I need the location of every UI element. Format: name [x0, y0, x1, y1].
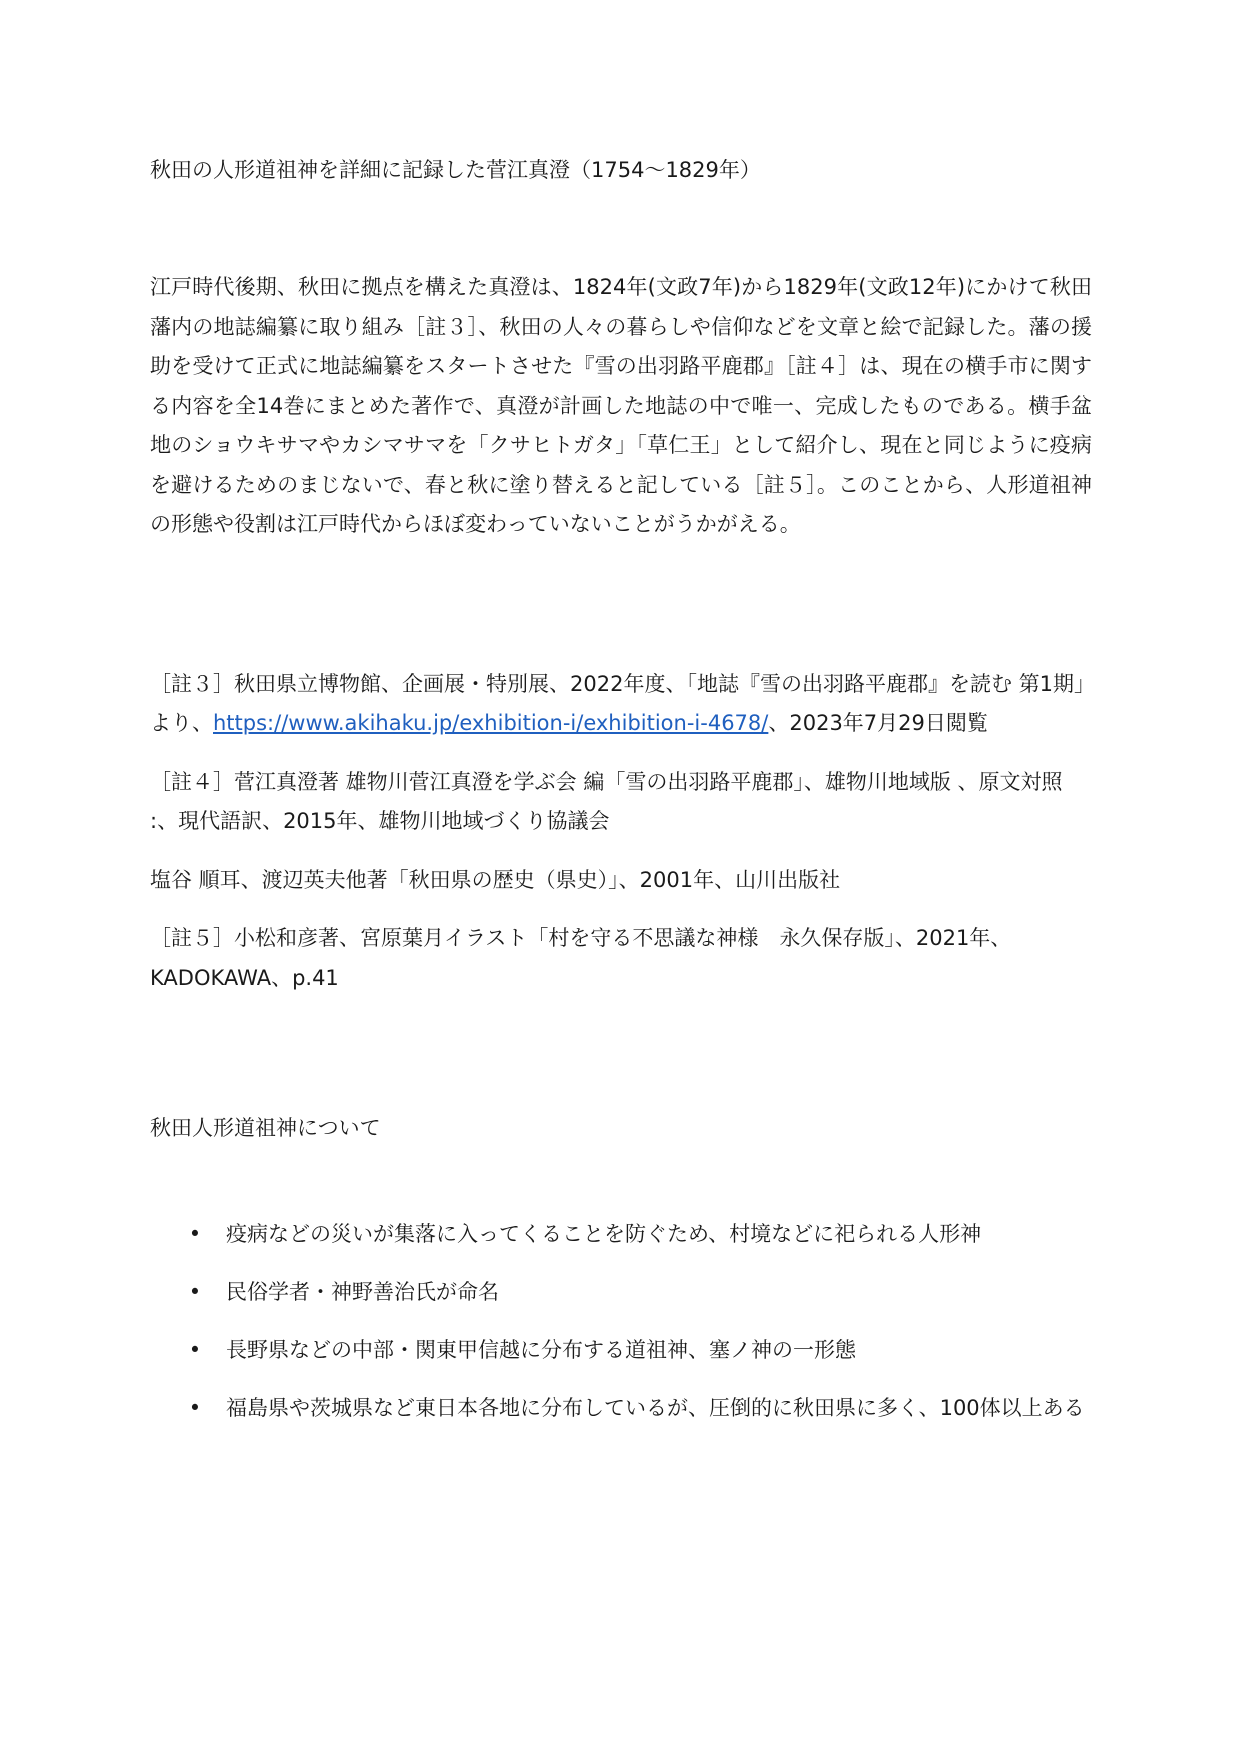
list-item-text: 疫病などの災いが集落に入ってくることを防ぐため、村境などに祀られる人形神	[226, 1222, 982, 1246]
footnote-4-reference: 塩谷 順耳、渡辺英夫他著「秋田県の歴史（県史）」、2001年、山川出版社	[150, 867, 841, 892]
document-content	[150, 150, 1092, 1446]
list-item-text: 長野県などの中部・関東甲信越に分布する道祖神、塞ノ神の一形態	[226, 1338, 856, 1362]
list-item-text: 福島県や茨城県など東日本各地に分布しているが、圧倒的に秋田県に多く、100体以上ある	[226, 1396, 1085, 1420]
footnote-4: ［註４］菅江真澄著 雄物川菅江真澄を学ぶ会 編「雪の出羽路平鹿郡」、雄物川地域版 、原文対照 :、現代語訳、2015年、雄物川地域づくり協議会	[150, 769, 1063, 833]
section-ningyo-dosojin	[150, 1108, 1092, 1428]
bullet-icon: •	[188, 1396, 202, 1420]
footnote-3	[150, 665, 1092, 744]
list-item	[188, 1388, 1092, 1428]
footnote-3-text: ［註３］秋田県立博物館、企画展・特別展、2022年度、「地誌『雪の出羽路平鹿郡』を読む 第1期」より、	[150, 671, 1085, 735]
bullet-list	[150, 1214, 1092, 1428]
footnotes	[150, 665, 1092, 999]
footnote-5: ［註５］小松和彦著、宮原葉月イラスト「村を守る不思議な神様 永久保存版」、2021年、KADOKAWA、p.41	[150, 926, 1012, 990]
body-paragraph: 江戸時代後期、秋田に拠点を構えた真澄は、1824年(文政7年)から1829年(文政12年)にかけて秋田藩内の地誌編纂に取り組み［註３］、秋田の人々の暮らしや信仰などを文章と絵で記録した。藩の援助を受けて正式に地誌編纂をスタートさせた『雪の出羽路平鹿郡』［註４］は、現在の横手市に関する内容を全14巻にまとめた著作で、真澄が計画した地誌の中で唯一、完成したものである。横手盆地のショウキサマやカシマサマを「クサヒトガタ」「草仁王」として紹介し、現在と同じように疫病を避けるためのまじないで、春と秋に塗り替えると記している［註５］。このことから、人形道祖神の形態や役割は江戸時代からほぼ変わっていないことがうかがえる。	[150, 275, 1092, 536]
section-heading-sugae-masumi: 秋田の人形道祖神を詳細に記録した菅江真澄（1754～1829年）	[150, 158, 761, 182]
list-item	[188, 1330, 1092, 1370]
footnote-3-accessed: 、2023年7月29日閲覧	[768, 711, 988, 735]
list-item-text: 民俗学者・神野善治氏が命名	[226, 1280, 499, 1304]
bullet-icon: •	[188, 1338, 202, 1362]
bullet-icon: •	[188, 1280, 202, 1304]
list-item	[188, 1272, 1092, 1312]
bullet-icon: •	[188, 1222, 202, 1246]
list-item	[188, 1214, 1092, 1254]
footnote-3-link[interactable]: https://www.akihaku.jp/exhibition-i/exhibition-i-4678/	[213, 711, 769, 735]
section-heading-ningyo-dosojin: 秋田人形道祖神について	[150, 1116, 381, 1140]
